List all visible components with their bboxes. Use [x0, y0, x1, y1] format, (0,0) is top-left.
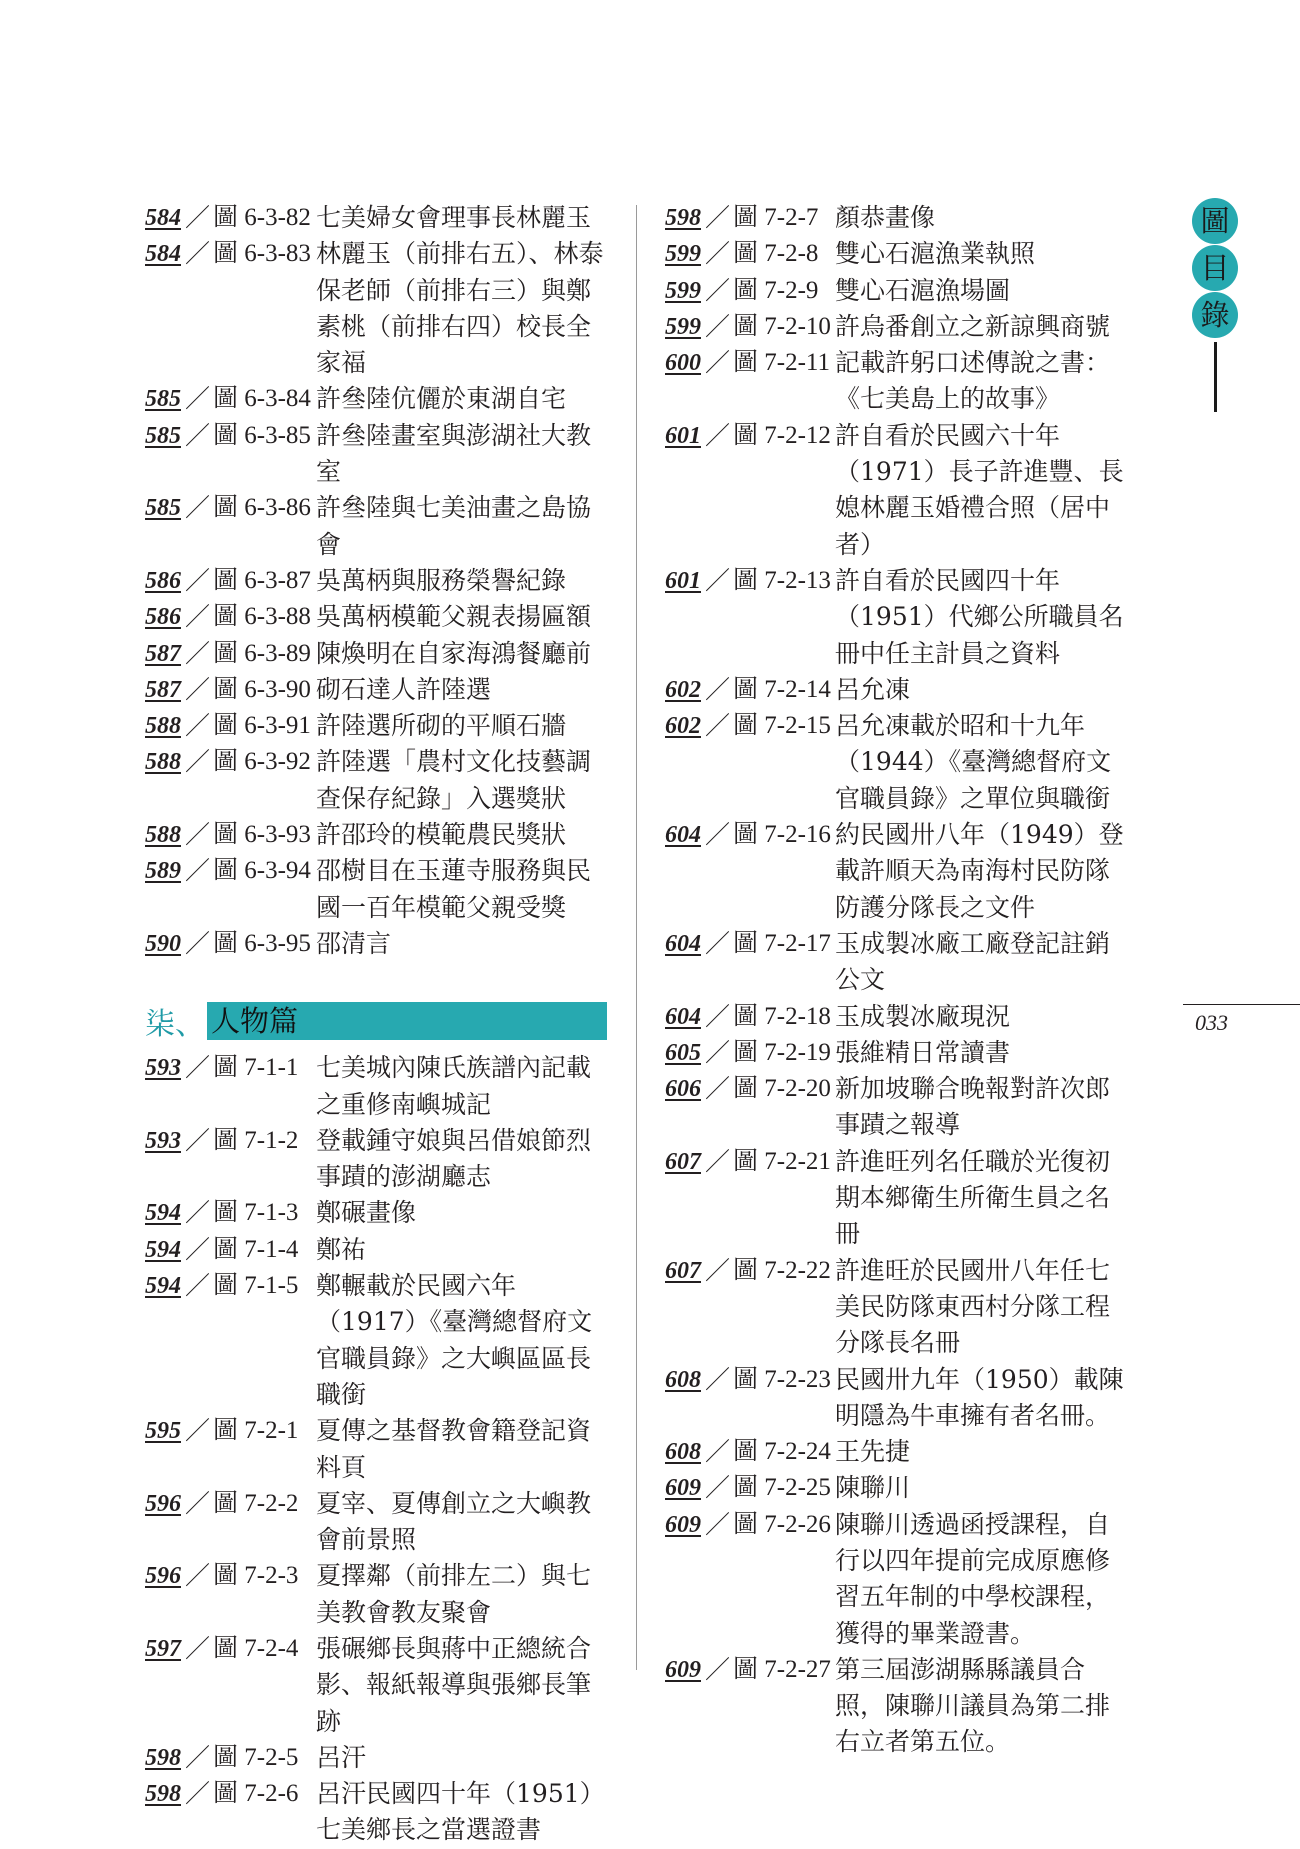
figure-title: 夏傳之基督教會籍登記資料頁	[316, 1416, 592, 1482]
page-ref: 598	[665, 205, 701, 231]
side-tab-char: 錄	[1192, 292, 1238, 338]
separator: ／	[185, 203, 211, 232]
page-ref: 605	[665, 1039, 701, 1066]
separator: ／	[185, 638, 211, 668]
separator: ／	[705, 820, 731, 850]
figure-number: 圖 7-1-1	[213, 1054, 299, 1082]
page-ref: 590	[145, 930, 181, 957]
page-ref: 588	[145, 822, 181, 849]
separator: ／	[705, 203, 731, 232]
page-ref: 606	[665, 1076, 701, 1103]
separator: ／	[185, 1198, 211, 1228]
toc-entry	[665, 1253, 1130, 1362]
page-ref: 595	[145, 1418, 181, 1445]
figure-title: 張碾鄉長與蔣中正總統合影、報紙報導與張鄉長筆跡	[316, 1633, 592, 1736]
page-ref: 597	[145, 1635, 181, 1662]
page-ref: 594	[145, 1200, 181, 1227]
figure-number: 圖 6-3-82	[213, 204, 311, 231]
separator: ／	[185, 1271, 211, 1301]
figure-number: 圖 7-2-8	[733, 240, 819, 268]
figure-title: 七美城內陳氏族譜內記載之重修南嶼城記	[316, 1053, 592, 1119]
figure-number: 圖 7-2-5	[213, 1743, 299, 1771]
figure-title: 登載鍾守娘與呂借娘節烈事蹟的澎湖廳志	[316, 1125, 592, 1192]
figure-number: 圖 7-2-6	[213, 1780, 299, 1808]
page-ref: 585	[145, 495, 181, 522]
toc-entry	[145, 1050, 607, 1123]
figure-title: 陳聯川	[835, 1473, 911, 1503]
figure-title: 呂汗	[316, 1742, 367, 1772]
figure-number: 圖 6-3-83	[213, 240, 311, 268]
figure-title: 雙心石滬漁業執照	[835, 239, 1036, 269]
figure-number: 圖 7-1-2	[213, 1126, 299, 1154]
figure-number: 圖 7-2-1	[213, 1417, 299, 1445]
page-ref: 585	[145, 386, 181, 413]
figure-title: 許叄陸畫室與澎湖社大教室	[316, 420, 592, 487]
toc-entry	[145, 926, 607, 962]
page-ref: 599	[665, 313, 701, 340]
figure-title: 呂汗民國四十年（1951）七美鄉長之當選證書	[316, 1779, 605, 1845]
page-ref: 609	[665, 1656, 701, 1683]
toc-entry	[145, 853, 607, 926]
separator: ／	[705, 239, 731, 269]
figure-number: 圖 7-2-25	[733, 1474, 831, 1502]
figure-title: 陳聯川透過函授課程，自行以四年提前完成原應修習五年制的中學校課程，獲得的畢業證書。	[835, 1509, 1111, 1648]
figure-title: 許叄陸伉儷於東湖自宅	[316, 384, 567, 414]
figure-title: 王先捷	[835, 1437, 911, 1467]
separator: ／	[185, 1742, 211, 1772]
separator: ／	[705, 1146, 731, 1176]
toc-entry	[145, 1232, 607, 1268]
section-heading	[145, 1002, 607, 1043]
separator: ／	[185, 1633, 211, 1663]
separator: ／	[705, 711, 731, 741]
page-ref: 584	[145, 241, 181, 268]
figure-title: 邵樹目在玉蓮寺服務與民國一百年模範父親受獎	[316, 856, 592, 922]
separator: ／	[185, 384, 211, 414]
separator: ／	[705, 1074, 731, 1104]
toc-entry	[665, 273, 1130, 309]
toc-entry	[145, 1413, 607, 1486]
figure-title: 許自看於民國六十年（1971）長子許進豐、長媳林麗玉婚禮合照（居中者）	[835, 420, 1124, 559]
toc-entry	[665, 1035, 1130, 1071]
figure-title: 鄭輾載於民國六年（1917）《臺灣總督府文官職員錄》之大嶼區區長職銜	[316, 1271, 593, 1409]
page-ref: 609	[665, 1511, 701, 1538]
separator: ／	[705, 311, 731, 341]
figure-number: 圖 7-2-19	[733, 1038, 831, 1066]
figure-title: 陳煥明在自家海鴻餐廳前	[316, 638, 592, 668]
page-ref: 598	[145, 1744, 181, 1771]
separator: ／	[185, 711, 211, 741]
page-ref: 586	[145, 604, 181, 631]
figure-title: 夏擇鄰（前排左二）與七美教會教友聚會	[316, 1561, 592, 1627]
separator: ／	[185, 856, 211, 886]
toc-entry	[145, 200, 607, 236]
left-column	[145, 200, 607, 1849]
toc-entry	[665, 708, 1130, 817]
separator: ／	[705, 275, 731, 305]
toc-entry	[145, 1486, 607, 1559]
figure-title: 吳萬柄模範父親表揚匾額	[316, 602, 592, 632]
separator: ／	[705, 1364, 731, 1394]
toc-entry	[665, 926, 1130, 999]
separator: ／	[185, 1416, 211, 1446]
right-entries	[665, 200, 1130, 1761]
figure-number: 圖 6-3-94	[213, 857, 311, 885]
left-entries-bottom	[145, 1050, 607, 1849]
figure-title: 許邵玲的模範農民獎狀	[316, 820, 567, 850]
separator: ／	[705, 420, 731, 450]
page-ref: 588	[145, 749, 181, 776]
figure-number: 圖 7-1-5	[213, 1272, 299, 1300]
figure-number: 圖 7-2-21	[733, 1147, 831, 1175]
figure-number: 圖 6-3-84	[213, 385, 311, 413]
toc-entry	[145, 381, 607, 417]
figure-title: 玉成製冰廠工廠登記註銷公文	[835, 928, 1111, 995]
page-ref: 588	[145, 713, 181, 740]
figure-title: 夏宰、夏傳創立之大嶼教會前景照	[316, 1488, 592, 1555]
toc-entry	[145, 1740, 607, 1776]
figure-number: 圖 7-2-15	[733, 712, 831, 740]
figure-title: 許陸選所砌的平順石牆	[316, 711, 567, 741]
toc-entry	[665, 1434, 1130, 1470]
separator: ／	[705, 674, 731, 704]
page-ref: 604	[665, 822, 701, 849]
separator: ／	[705, 1473, 731, 1503]
toc-entry	[665, 563, 1130, 672]
page-ref: 601	[665, 567, 701, 594]
page-ref: 607	[665, 1257, 701, 1284]
toc-entry	[145, 236, 607, 381]
page-ref: 604	[665, 930, 701, 957]
separator: ／	[705, 1001, 731, 1031]
toc-entry	[145, 636, 607, 672]
separator: ／	[705, 1037, 731, 1067]
separator: ／	[185, 1779, 211, 1809]
separator: ／	[185, 674, 211, 704]
figure-number: 圖 6-3-92	[213, 748, 311, 776]
figure-title: 雙心石滬漁場圖	[835, 275, 1011, 305]
figure-title: 約民國卅八年（1949）登載許順天為南海村民防隊防護分隊長之文件	[835, 820, 1124, 922]
toc-entry	[145, 744, 607, 817]
page-ref: 608	[665, 1439, 701, 1466]
figure-number: 圖 7-2-27	[733, 1655, 831, 1683]
toc-entry	[145, 1268, 607, 1413]
separator: ／	[185, 565, 211, 595]
separator: ／	[185, 1125, 211, 1155]
figure-title: 第三屆澎湖縣縣議員合照，陳聯川議員為第二排右立者第五位。	[835, 1654, 1111, 1757]
toc-entry	[665, 817, 1130, 926]
toc-entry	[145, 817, 607, 853]
page-ref: 596	[145, 1563, 181, 1590]
figure-number: 圖 7-2-20	[733, 1075, 831, 1103]
toc-entry	[665, 309, 1130, 345]
toc-entry	[665, 1652, 1130, 1761]
separator: ／	[185, 1053, 211, 1083]
figure-title: 吳萬柄與服務榮譽紀錄	[316, 565, 567, 595]
toc-entry	[665, 672, 1130, 708]
page-ref: 598	[145, 1781, 181, 1808]
separator: ／	[705, 1509, 731, 1539]
toc-entry	[665, 1071, 1130, 1144]
figure-number: 圖 7-2-24	[733, 1438, 831, 1466]
toc-entry	[145, 599, 607, 635]
page-ref: 600	[665, 350, 701, 377]
toc-entry	[665, 1470, 1130, 1506]
page-ref: 608	[665, 1366, 701, 1393]
page-ref: 594	[145, 1273, 181, 1300]
figure-number: 圖 7-2-26	[733, 1510, 831, 1538]
separator: ／	[705, 1437, 731, 1467]
figure-number: 圖 7-2-22	[733, 1256, 831, 1284]
left-entries-top	[145, 200, 607, 962]
page-ref: 594	[145, 1236, 181, 1263]
toc-entry	[145, 418, 607, 491]
section-title: 人物篇	[207, 1002, 607, 1040]
toc-entry	[665, 418, 1130, 563]
figure-number: 圖 7-2-18	[733, 1002, 831, 1030]
figure-title: 林麗玉（前排右五）、林泰保老師（前排右三）與鄭素桃（前排右四）校長全家福	[316, 239, 604, 378]
page-ref: 593	[145, 1127, 181, 1154]
toc-entry	[665, 999, 1130, 1035]
figure-number: 圖 6-3-95	[213, 929, 311, 957]
page-number-rule	[1183, 1004, 1300, 1005]
separator: ／	[185, 820, 211, 850]
figure-number: 圖 6-3-86	[213, 494, 311, 522]
section-number: 柒、	[145, 1007, 205, 1043]
figure-title: 顏恭畫像	[835, 203, 936, 232]
right-column	[665, 200, 1130, 1761]
toc-entry	[665, 345, 1130, 418]
side-tab-rule	[1214, 342, 1217, 412]
page-ref: 604	[665, 1003, 701, 1030]
side-tab-char: 圖	[1192, 198, 1238, 244]
separator: ／	[705, 1255, 731, 1285]
toc-entry	[665, 1144, 1130, 1253]
page-ref: 602	[665, 713, 701, 740]
separator: ／	[185, 747, 211, 777]
toc-entry	[665, 1507, 1130, 1652]
toc-entry	[145, 563, 607, 599]
figure-title: 記載許躬口述傳說之書：《七美島上的故事》	[835, 348, 1111, 414]
separator: ／	[185, 493, 211, 523]
page-ref: 587	[145, 640, 181, 667]
column-divider	[636, 205, 637, 1670]
page-ref: 609	[665, 1475, 701, 1502]
figure-number: 圖 7-2-13	[733, 566, 831, 594]
separator: ／	[705, 928, 731, 958]
toc-entry	[145, 490, 607, 563]
separator: ／	[705, 348, 731, 378]
figure-title: 許進旺列名任職於光復初期本鄉衛生所衛生員之名冊	[835, 1146, 1111, 1249]
side-tab-char: 目	[1192, 245, 1238, 291]
figure-title: 民國卅九年（1950）載陳明隱為牛車擁有者名冊。	[835, 1364, 1124, 1430]
page-ref: 586	[145, 567, 181, 594]
figure-number: 圖 7-1-3	[213, 1199, 299, 1227]
figure-number: 圖 7-2-2	[213, 1489, 299, 1517]
figure-title: 新加坡聯合晚報對許次郎事蹟之報導	[835, 1074, 1111, 1140]
figure-number: 圖 7-2-11	[733, 349, 830, 377]
page-ref: 599	[665, 241, 701, 268]
figure-number: 圖 7-2-12	[733, 421, 831, 449]
side-tab	[1192, 198, 1238, 412]
page-ref: 587	[145, 676, 181, 703]
figure-title: 七美婦女會理事長林麗玉	[316, 203, 592, 232]
figure-title: 呂允凍	[835, 674, 911, 704]
figure-title: 許進旺於民國卅八年任七美民防隊東西村分隊工程分隊長名冊	[835, 1255, 1111, 1358]
page-ref: 589	[145, 858, 181, 885]
separator: ／	[185, 1488, 211, 1518]
figure-number: 圖 7-1-4	[213, 1235, 299, 1263]
figure-title: 呂允凍載於昭和十九年（1944）《臺灣總督府文官職員錄》之單位與職銜	[835, 711, 1112, 813]
figure-title: 玉成製冰廠現況	[835, 1001, 1011, 1031]
page-ref: 593	[145, 1055, 181, 1082]
figure-number: 圖 6-3-87	[213, 566, 311, 594]
page-ref: 599	[665, 277, 701, 304]
figure-title: 許叄陸與七美油畫之島協會	[316, 493, 592, 559]
toc-entry	[665, 200, 1130, 236]
separator: ／	[185, 239, 211, 269]
figure-title: 許烏番創立之新諒興商號	[835, 311, 1111, 341]
figure-number: 圖 7-2-10	[733, 312, 831, 340]
figure-title: 許自看於民國四十年（1951）代鄉公所職員名冊中任主計員之資料	[835, 565, 1124, 668]
figure-number: 圖 6-3-91	[213, 712, 311, 740]
figure-title: 許陸選「農村文化技藝調查保存紀錄」入選獎狀	[316, 747, 592, 813]
page-ref: 607	[665, 1148, 701, 1175]
figure-number: 圖 6-3-88	[213, 603, 311, 631]
figure-number: 圖 7-2-7	[733, 204, 819, 231]
page-ref: 596	[145, 1490, 181, 1517]
separator: ／	[185, 928, 211, 958]
page-number: 033	[1195, 1010, 1228, 1035]
figure-number: 圖 6-3-89	[213, 639, 311, 667]
figure-title: 邵清言	[316, 928, 392, 958]
figure-number: 圖 7-2-3	[213, 1562, 299, 1590]
figure-number: 圖 7-2-9	[733, 276, 819, 304]
separator: ／	[185, 1561, 211, 1591]
toc-entry	[145, 672, 607, 708]
figure-number: 圖 7-2-14	[733, 675, 831, 703]
toc-entry	[665, 236, 1130, 272]
toc-entry	[145, 1631, 607, 1740]
page-ref: 585	[145, 422, 181, 449]
separator: ／	[185, 420, 211, 450]
page-ref: 584	[145, 205, 181, 231]
figure-number: 圖 7-2-23	[733, 1365, 831, 1393]
figure-number: 圖 7-2-17	[733, 929, 831, 957]
separator: ／	[185, 1234, 211, 1264]
page-ref: 601	[665, 422, 701, 449]
toc-entry	[145, 1123, 607, 1196]
separator: ／	[705, 565, 731, 595]
figure-title: 砌石達人許陸選	[316, 674, 492, 704]
figure-title: 張維精日常讀書	[835, 1037, 1011, 1067]
figure-number: 圖 6-3-93	[213, 821, 311, 849]
figure-number: 圖 7-2-4	[213, 1634, 299, 1662]
toc-entry	[145, 708, 607, 744]
figure-title: 鄭祐	[316, 1234, 367, 1264]
separator: ／	[705, 1654, 731, 1684]
figure-number: 圖 6-3-85	[213, 421, 311, 449]
separator: ／	[185, 602, 211, 632]
toc-entry	[145, 1558, 607, 1631]
toc-entry	[145, 1776, 607, 1849]
toc-entry	[145, 1195, 607, 1231]
page-ref: 602	[665, 676, 701, 703]
figure-title: 鄭碾畫像	[316, 1198, 417, 1228]
figure-number: 圖 7-2-16	[733, 821, 831, 849]
toc-entry	[665, 1362, 1130, 1435]
figure-number: 圖 6-3-90	[213, 675, 311, 703]
